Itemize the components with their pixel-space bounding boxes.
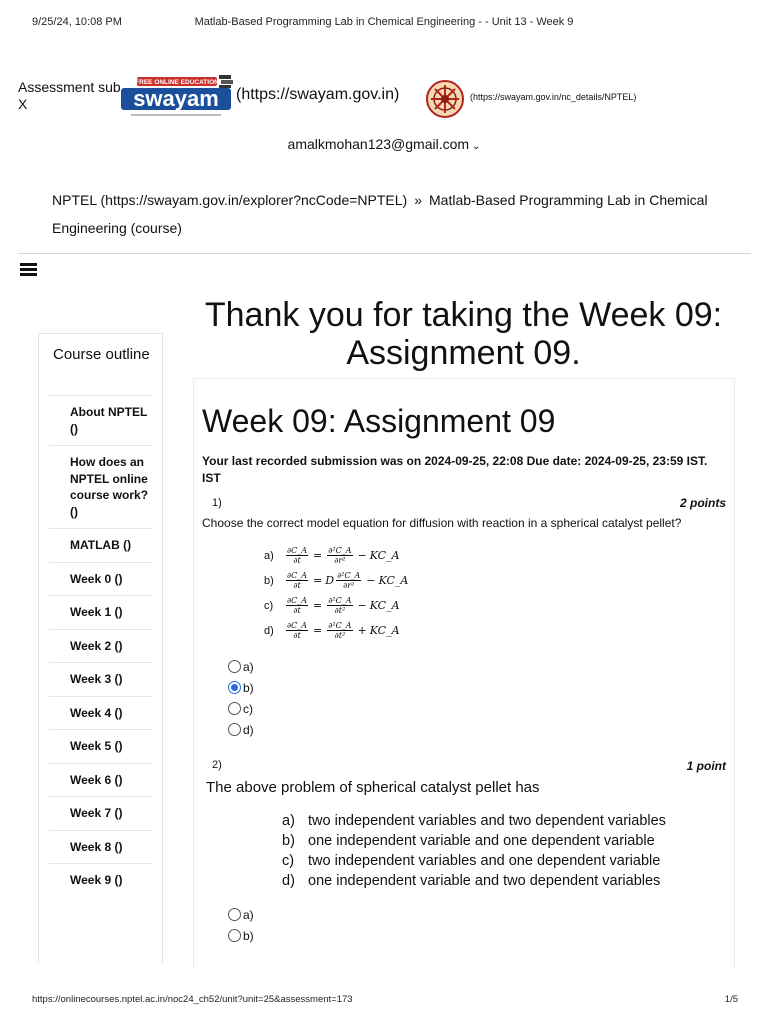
radio-button[interactable]	[228, 723, 241, 736]
nptel-logo[interactable]	[425, 79, 465, 119]
sidebar-item-week-5[interactable]: Week 5 ()	[49, 729, 153, 763]
equation-label: a)	[264, 549, 274, 562]
equation-d: d) $\frac{\partial C\_A}{\partial t}$ = $\frac{\text{∂²C\_A}}{\text{∂t²}}$ + KC_A	[264, 621, 400, 640]
print-header	[0, 16, 768, 30]
sidebar-item-week-6[interactable]: Week 6 ()	[49, 763, 153, 797]
swayam-logo-text: swayam	[133, 86, 219, 111]
print-page-number: 1/5	[724, 994, 738, 1005]
option-a[interactable]: a)	[228, 656, 254, 677]
course-outline-heading: Course outline	[53, 346, 150, 363]
sidebar-item-week-4[interactable]: Week 4 ()	[49, 696, 153, 730]
equation-label: c)	[264, 599, 274, 612]
equation-a: a) $\frac{\partial C\_A}{\partial t}$ = $\frac{\text{∂²C\_A}}{\text{∂r²}}$ − KC_A	[264, 546, 400, 565]
print-url: https://onlinecourses.nptel.ac.in/noc24_ch52/unit?unit=25&assessment=173	[32, 994, 353, 1005]
equation-c: c) $\frac{\partial C\_A}{\partial t}$ = $\frac{\text{∂²C\_A}}{\text{∂t²}}$ − KC_A	[264, 596, 400, 615]
sidebar-item-week-7[interactable]: Week 7 ()	[49, 796, 153, 830]
assessment-tab-label[interactable]: Assessment sub X	[18, 79, 121, 112]
print-footer	[0, 994, 768, 1008]
question-2-number: 2)	[212, 759, 222, 771]
course-outline-sidebar	[38, 333, 163, 963]
question-1-points: 2 points	[679, 496, 726, 510]
swayam-logo-tag: FREE ONLINE EDUCATION	[135, 79, 219, 86]
question-2-text: The above problem of spherical catalyst pellet has	[206, 779, 540, 796]
breadcrumb-course-link[interactable]: Matlab-Based Programming Lab in Chemical Engineering (course)	[52, 192, 708, 236]
question-1-number: 1)	[212, 497, 222, 509]
divider	[18, 253, 751, 254]
radio-button[interactable]	[228, 660, 241, 673]
question-2-options	[228, 904, 254, 946]
question-1-options	[228, 656, 254, 740]
assignment-title: Week 09: Assignment 09	[202, 403, 556, 439]
question-1-text: Choose the correct model equation for diffusion with reaction in a spherical catalyst pellet?	[202, 516, 682, 530]
top-bar	[18, 74, 758, 124]
nptel-link[interactable]: (https://swayam.gov.in/nc_details/NPTEL)	[470, 92, 637, 102]
option-b[interactable]: b)	[228, 925, 254, 946]
breadcrumb-nptel-link[interactable]: NPTEL (https://swayam.gov.in/explorer?ncCode=NPTEL)	[52, 192, 408, 208]
question-2-points: 1 point	[686, 759, 726, 773]
equation-label: d)	[264, 624, 274, 637]
sidebar-item-week-2[interactable]: Week 2 ()	[49, 629, 153, 663]
radio-button[interactable]	[228, 908, 241, 921]
submission-note-text: Your last recorded submission was on 2024-09-25, 22:08 Due date: 2024-09-25, 23:59 IST.	[202, 454, 708, 468]
option-a[interactable]: a)	[228, 904, 254, 925]
question-1-equations	[264, 543, 408, 643]
assignment-card	[193, 378, 735, 968]
sidebar-item-week-8[interactable]: Week 8 ()	[49, 830, 153, 864]
question-2-choices	[282, 811, 666, 891]
equation-b: b) $\frac{\partial C\_A}{\partial t}$ = D $\frac{\text{∂²C\_A}}{\text{∂r²}}$ − KC_A	[264, 571, 409, 590]
submission-note	[202, 453, 730, 486]
option-d[interactable]: d)	[228, 719, 254, 740]
sidebar-item-week-3[interactable]: Week 3 ()	[49, 662, 153, 696]
sidebar-item-matlab[interactable]: MATLAB ()	[49, 528, 153, 562]
user-email[interactable]: amalkmohan123@gmail.com	[287, 136, 470, 152]
print-datetime: 9/25/24, 10:08 PM	[32, 16, 122, 28]
sidebar-item-week-0[interactable]: Week 0 ()	[49, 562, 153, 596]
course-outline-list	[49, 395, 153, 897]
swayam-link[interactable]: (https://swayam.gov.in)	[236, 86, 400, 103]
choice-b: b) one independent variable and one dependent variable	[282, 833, 655, 849]
sidebar-item-about-nptel[interactable]: About NPTEL ()	[49, 395, 153, 445]
option-c[interactable]: c)	[228, 698, 254, 719]
sidebar-item-how-course-works[interactable]: How does an NPTEL online course work? ()	[49, 445, 153, 528]
equation-label: b)	[264, 574, 274, 587]
choice-c: c) two independent variables and one dependent variable	[282, 853, 661, 869]
choice-d: d) one independent variable and two dependent variables	[282, 873, 661, 889]
sidebar-item-week-1[interactable]: Week 1 ()	[49, 595, 153, 629]
option-b[interactable]: b)	[228, 677, 254, 698]
chevron-down-icon[interactable]: ⌄	[472, 141, 481, 152]
choice-a: a) two independent variables and two dependent variables	[282, 813, 666, 829]
radio-button[interactable]	[228, 929, 241, 942]
submission-note-tail: IST	[202, 470, 221, 485]
radio-button[interactable]	[228, 702, 241, 715]
sidebar-item-week-9[interactable]: Week 9 ()	[49, 863, 153, 897]
radio-button-selected[interactable]	[228, 681, 241, 694]
hamburger-menu-icon[interactable]	[20, 263, 37, 275]
print-title: Matlab-Based Programming Lab in Chemical Engineering - - Unit 13 - Week 9	[194, 16, 574, 28]
user-menu[interactable]	[0, 136, 768, 152]
swayam-logo[interactable]	[119, 74, 249, 120]
breadcrumb-separator: »	[414, 192, 422, 208]
breadcrumb	[52, 186, 712, 242]
thank-you-heading: Thank you for taking the Week 09: Assignment 09.	[204, 296, 723, 372]
